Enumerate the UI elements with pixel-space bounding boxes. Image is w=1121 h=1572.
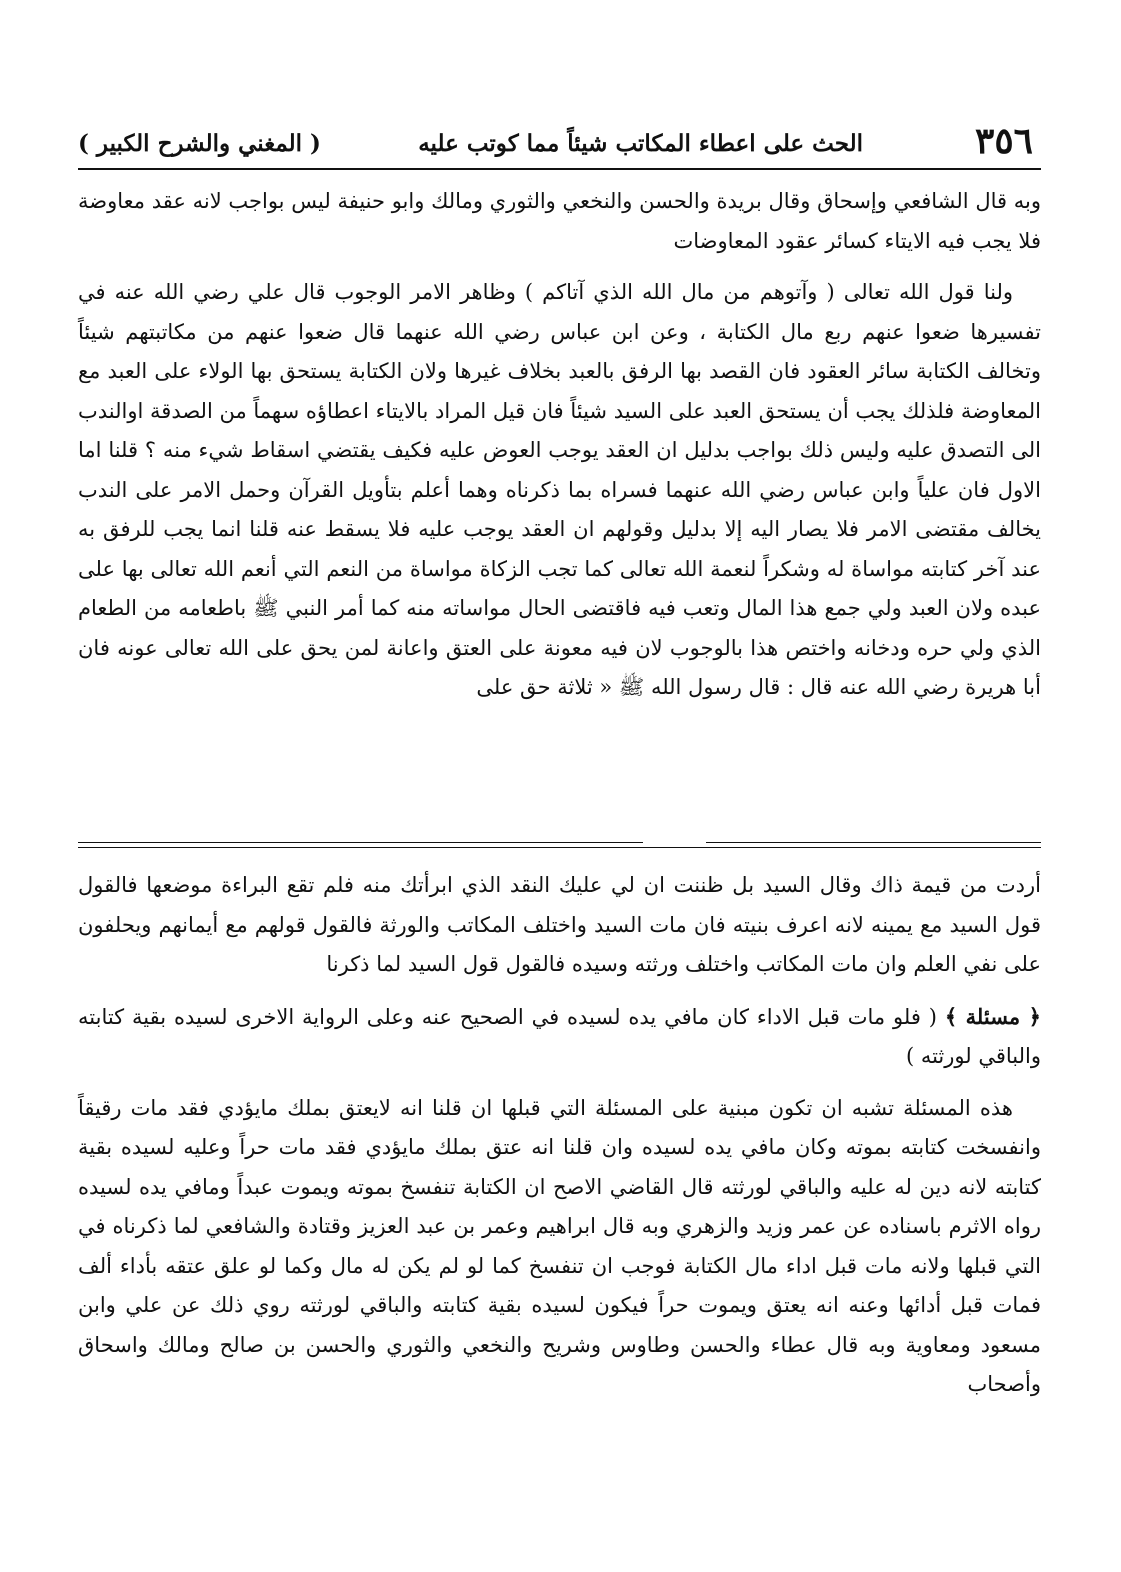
page-number: ٣٥٦ [974,120,1033,162]
paragraph: ولنا قول الله تعالى ( وآتوهم من مال الله الذي آتاكم ) وظاهر الامر الوجوب قال علي رضي الله عنه في تفسيرها ضعوا عنهم ربع مال الكتابة ، وعن ابن عباس رضي الله عنهما قال ضعوا عنهم من مكاتبتهم شيئاً وتخالف الكتابة سائر العقود فان القصد بها الرفق بالعبد بخلاف غيرها ولان الكتابة يستحق بها الولاء على العبد مع المعاوضة فلذلك يجب أن يستحق العبد على السيد شيئاً فان قيل المراد بالايتاء اعطاؤه سهماً من الصدقة اوالندب الى التصدق عليه وليس ذلك بواجب بدليل ان العقد يوجب العوض عليه فكيف يقتضي اسقاط شيء منه ؟ قلنا اما الاول فان علياً وابن عباس رضي الله عنهما فسراه بما ذكرناه وهما أعلم بتأويل القرآن وحمل الامر على الندب يخالف مقتضى الامر فلا يصار اليه إلا بدليل وقولهم ان العقد يوجب عليه فلا يسقط عنه قلنا انما يجب للرفق به عند آخر كتابته مواساة له وشكراً لنعمة الله تعالى كما تجب الزكاة مواساة من النعم التي أنعم الله تعالى بها على عبده ولان العبد ولي جمع هذا المال وتعب فيه فاقتضى الحال مواساته منه كما أمر النبي ﷺ باطعامه من الطعام الذي ولي حره ودخانه واختص هذا بالوجوب لان فيه معونة على العتق واعانة لمن يحق على الله تعالى عونه فان أبا هريرة رضي الله عنه قال : قال رسول الله ﷺ « ثلاثة حق على [78,280,1041,699]
paragraph: أردت من قيمة ذاك وقال السيد بل ظننت ان لي عليك النقد الذي ابرأتك منه فلم تقع البراءة موضعها فالقول قول السيد مع يمينه لانه اعرف بنيته فان مات السيد واختلف المكاتب والورثة فالقول قولهم مع أيمانهم ويحلفون على نفي العلم وان مات المكاتب واختلف ورثته وسيده فالقول قول السيد لما ذكرنا [78,873,1041,976]
section-divider [78,842,1041,854]
page-header [78,118,1033,174]
divider-line [706,842,1041,843]
paragraph: وبه قال الشافعي وإسحاق وقال بريدة والحسن والنخعي والثوري ومالك وابو حنيفة ليس بواجب لانه عقد معاوضة فلا يجب فيه الايتاء كسائر عقود المعاوضات [78,189,1041,253]
divider-line [78,847,1041,848]
running-title: الحث على اعطاء المكاتب شيئاً مما كوتب عليه [418,130,863,157]
lower-text-section [78,866,1041,1405]
masala-paragraph [78,997,1041,1077]
header-rule [78,168,1041,170]
divider-line [78,842,643,843]
paragraph: هذه المسئلة تشبه ان تكون مبنية على المسئلة التي قبلها ان قلنا انه لايعتق بملك مايؤدي فقد مات رقيقاً وانفسخت كتابته بموته وكان مافي يده لسيده وان قلنا انه عتق بملك مايؤدي فقد مات حراً وعليه لسيده بقية كتابته لانه دين له عليه والباقي لورثته قال القاضي الاصح ان الكتابة تنفسخ بموته ويموت عبداً ومافي يده لسيده رواه الاثرم باسناده عن عمر وزيد والزهري وبه قال ابراهيم وعمر بن عبد العزيز وقتادة والشافعي لما ذكرناه في التي قبلها ولانه مات قبل اداء مال الكتابة فوجب ان تنفسخ كما لو لم يكن له مال وكما لو علق عتقه بأداء ألف فمات قبل أدائها وعنه انه يعتق ويموت حراً فيكون لسيده بقية كتابته والباقي لورثته روي ذلك عن علي وابن مسعود ومعاوية وبه قال عطاء والحسن وطاوس وشريح والنخعي والثوري والحسن بن صالح ومالك واسحاق وأصحاب [78,1095,1041,1396]
book-title: ( المغني والشرح الكبير ) [78,130,321,157]
upper-text-section [78,182,1041,708]
masala-text: ( فلو مات قبل الاداء كان مافي يده لسيده في الصحيح عنه وعلى الرواية الاخرى لسيده بقية كتابته والباقي لورثته ) [78,1004,1041,1068]
masala-label: ﴿ مسئلة ﴾ [944,1003,1041,1029]
